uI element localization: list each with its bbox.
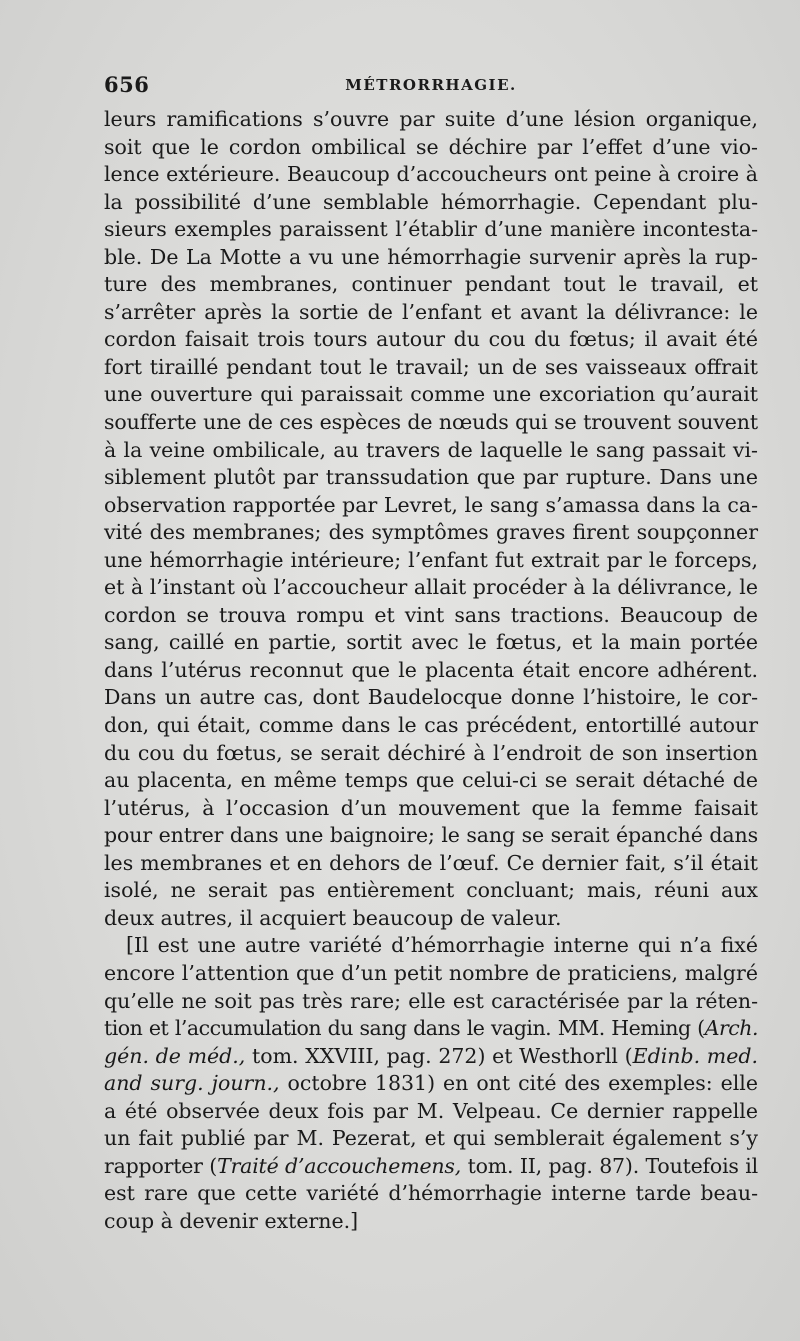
text-run: tom. XXVIII, pag. 272) et Westhorll ( [245, 1043, 633, 1068]
running-header [104, 72, 758, 104]
text-line: les membranes et en dehors de l’œuf. Ce dernier fait, s’il était [104, 850, 758, 875]
paragraph-2 [104, 932, 758, 1235]
text-line: au placenta, en même temps que celui-ci se serait détaché de [104, 768, 758, 793]
text-line [104, 1153, 758, 1181]
text-line: a été observée deux fois par M. Velpeau. Ce dernier rappelle [104, 1098, 758, 1123]
text-line: sieurs exemples paraissent l’établir d’une manière incontesta- [104, 217, 758, 242]
text-line: une ouverture qui paraissait comme une excoriation qu’aurait [104, 382, 758, 407]
citation-italic: and surg. journ., [104, 1071, 280, 1096]
text-line: Dans un autre cas, dont Baudelocque donne l’histoire, le cor- [104, 685, 758, 710]
text-run: rapporter ( [104, 1153, 218, 1178]
text-line: observation rapportée par Levret, le sang s’amassa dans la ca- [104, 492, 758, 517]
text-line: don, qui était, comme dans le cas précédent, entortillé autour [104, 713, 758, 738]
text-line: l’utérus, à l’occasion d’un mouvement que la femme faisait [104, 795, 758, 820]
text-line: qu’elle ne soit pas très rare; elle est caractérisée par la réten- [104, 988, 758, 1013]
citation-italic: Edinb. med. [632, 1043, 758, 1068]
text-line: siblement plutôt par transsudation que par rupture. Dans une [104, 465, 758, 490]
citation-italic: Traité d’accouchemens, [217, 1153, 462, 1178]
body-text [104, 106, 758, 1235]
text-run: octobre 1831) en ont cité des exemples: elle [279, 1071, 758, 1096]
page-number: 656 [104, 72, 150, 97]
text-line: dans l’utérus reconnut que le placenta était encore adhérent. [104, 657, 758, 682]
text-line: un fait publié par M. Pezerat, et qui semblerait également s’y [104, 1126, 758, 1151]
citation-italic: Arch. [704, 1016, 758, 1041]
text-line: fort tiraillé pendant tout le travail; un de ses vaisseaux offrait [104, 354, 758, 379]
text-line: sang, caillé en partie, sortit avec le fœtus, et la main portée [104, 630, 758, 655]
text-line: ture des membranes, continuer pendant tout le travail, et [104, 272, 758, 297]
text-line: est rare que cette variété d’hémorrhagie interne tarde beau- [104, 1181, 758, 1206]
text-line [104, 1070, 758, 1098]
text-line: ble. De La Motte a vu une hémorrhagie survenir après la rup- [104, 244, 758, 269]
text-line: deux autres, il acquiert beaucoup de valeur. [104, 905, 562, 930]
text-line: pour entrer dans une baignoire; le sang se serait épanché dans [104, 823, 758, 848]
text-line: encore l’attention que d’un petit nombre de praticiens, malgré [104, 960, 758, 985]
text-line: et à l’instant où l’accoucheur allait procéder à la délivrance, le [104, 575, 758, 600]
text-line: s’arrêter après la sortie de l’enfant et avant la délivrance: le [104, 299, 758, 324]
running-title: MÉTRORRHAGIE. [345, 76, 517, 94]
text-run: tion et l’accumulation du sang dans le vagin. MM. Heming ( [104, 1016, 705, 1041]
paragraph-1 [104, 106, 758, 932]
text-line: du cou du fœtus, se serait déchiré à l’endroit de son insertion [104, 740, 758, 765]
text-line: lence extérieure. Beaucoup d’accoucheurs ont peine à croire à [104, 162, 758, 187]
text-line: cordon se trouva rompu et vint sans tractions. Beaucoup de [104, 602, 758, 627]
text-line: cordon faisait trois tours autour du cou du fœtus; il avait été [104, 327, 758, 352]
text-line: leurs ramifications s’ouvre par suite d’une lésion organique, [104, 107, 758, 131]
text-line: une hémorrhagie intérieure; l’enfant fut extrait par le forceps, [104, 547, 758, 572]
text-line: soufferte une de ces espèces de nœuds qui se trouvent souvent [104, 410, 758, 435]
text-line: à la veine ombilicale, au travers de laquelle le sang passait vi- [104, 437, 758, 462]
citation-italic: gén. de méd., [104, 1043, 246, 1068]
text-line: la possibilité d’une semblable hémorrhagie. Cependant plu- [104, 189, 758, 214]
text-line: vité des membranes; des symptômes graves firent soupçonner [104, 520, 758, 545]
text-line: coup à devenir externe.] [104, 1208, 359, 1233]
text-line [104, 1043, 758, 1071]
text-line: soit que le cordon ombilical se déchire par l’effet d’une vio- [104, 134, 758, 159]
text-line: [Il est une autre variété d’hémorrhagie interne qui n’a fixé [126, 933, 758, 958]
text-run: tom. II, pag. 87). Toutefois il [461, 1153, 758, 1178]
text-line: isolé, ne serait pas entièrement concluant; mais, réuni aux [104, 878, 758, 903]
text-line [104, 1015, 758, 1043]
